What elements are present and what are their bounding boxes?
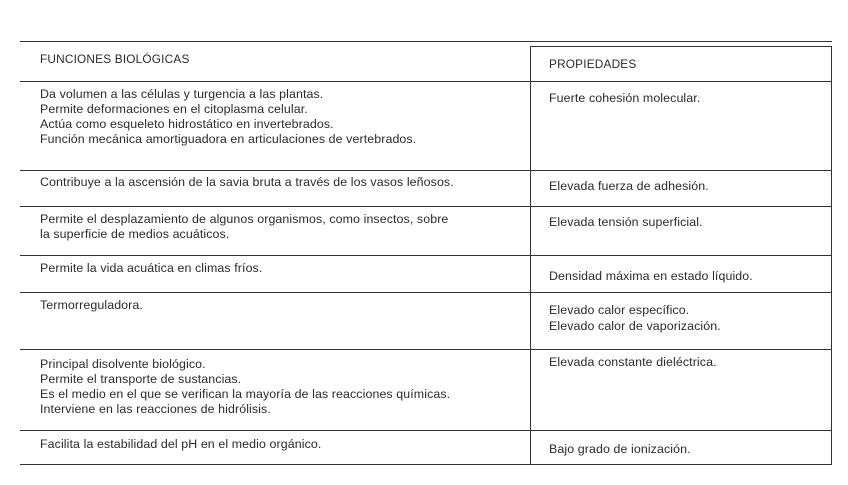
table-row xyxy=(20,292,832,350)
properties-cell xyxy=(530,431,832,464)
table-row xyxy=(20,255,832,293)
header-properties-cell xyxy=(530,46,832,82)
functions-cell xyxy=(20,293,530,350)
functions-cell xyxy=(20,171,530,207)
function-line: Es el medio en el que se verifican la mayoría de las reacciones químicas. xyxy=(40,387,451,401)
property-line: Elevada fuerza de adhesión. xyxy=(549,179,709,193)
functions-cell xyxy=(20,207,530,256)
function-line: Permite deformaciones en el citoplasma celular. xyxy=(40,102,308,116)
functions-cell xyxy=(20,256,530,293)
properties-cell xyxy=(530,350,832,431)
property-line: Bajo grado de ionización. xyxy=(549,442,691,456)
property-line: Elevada constante dieléctrica. xyxy=(549,355,717,369)
property-line: Fuerte cohesión molecular. xyxy=(549,91,701,105)
function-line: Función mecánica amortiguadora en articulaciones de vertebrados. xyxy=(40,132,417,146)
function-line: la superficie de medios acuáticos. xyxy=(40,227,230,241)
properties-cell xyxy=(530,171,832,207)
function-line: Termorreguladora. xyxy=(40,298,143,312)
functions-cell xyxy=(20,431,530,464)
properties-cell xyxy=(530,256,832,293)
property-line: Densidad máxima en estado líquido. xyxy=(549,269,753,283)
function-line: Actúa como esqueleto hidrostático en invertebrados. xyxy=(40,117,334,131)
function-line: Da volumen a las células y turgencia a las plantas. xyxy=(40,87,324,101)
table-row xyxy=(20,206,832,256)
properties-cell xyxy=(530,82,832,171)
property-line: Elevado calor específico. xyxy=(549,303,690,317)
function-line: Principal disolvente biológico. xyxy=(40,357,206,371)
header-functions: FUNCIONES BIOLÓGICAS xyxy=(40,52,190,66)
header-properties: PROPIEDADES xyxy=(549,57,637,71)
function-line: Interviene en las reacciones de hidrólisis. xyxy=(40,402,271,416)
function-line: Permite la vida acuática en climas fríos. xyxy=(40,261,263,275)
function-line: Permite el desplazamiento de algunos organismos, como insectos, sobre xyxy=(40,212,449,226)
table-row xyxy=(20,349,832,431)
property-line: Elevada tensión superficial. xyxy=(549,215,703,229)
functions-cell xyxy=(20,350,530,431)
header-functions-cell xyxy=(20,42,530,82)
table-header-row xyxy=(20,41,832,82)
property-line: Elevado calor de vaporización. xyxy=(549,319,721,333)
function-line: Permite el transporte de sustancias. xyxy=(40,372,242,386)
properties-cell xyxy=(530,207,832,256)
function-line: Contribuye a la ascensión de la savia bruta a través de los vasos leñosos. xyxy=(40,175,454,189)
function-line: Facilita la estabilidad del pH en el medio orgánico. xyxy=(40,437,322,451)
properties-cell xyxy=(530,293,832,350)
functions-cell xyxy=(20,82,530,171)
table-row xyxy=(20,170,832,207)
table-row xyxy=(20,81,832,171)
table-row xyxy=(20,430,832,465)
